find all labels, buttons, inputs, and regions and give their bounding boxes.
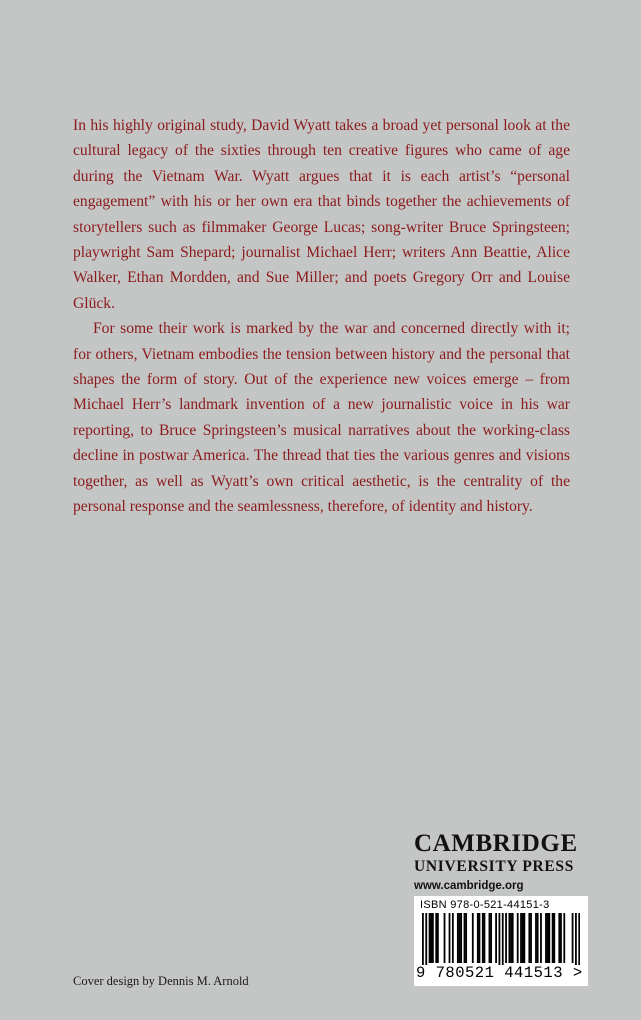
- blurb-paragraph-1: In his highly original study, David Wyatt takes a broad yet personal look at the cultural legacy of the sixties through ten creative figures who came of age during the Vietnam War. Wyatt argues that it is each artist’s “personal engagement” with his or her own era that binds together the achievements of storytellers such as filmmaker George Lucas; song-writer Bruce Springsteen; playwright Sam Shepard; journalist Michael Herr; writers Ann Beattie, Alice Walker, Ethan Mordden, and Sue Miller; and poets Gregory Orr and Louise Glück.: [73, 117, 570, 312]
- barcode-bar: [548, 913, 550, 963]
- barcode-bar: [484, 913, 486, 963]
- publisher-logo: [414, 830, 584, 895]
- barcode-bar: [522, 913, 524, 963]
- barcode-bar: [535, 913, 537, 963]
- barcode-bar: [510, 913, 512, 963]
- barcode-bar: [430, 913, 432, 963]
- barcode-bar: [437, 913, 439, 963]
- blurb-paragraph-2: For some their work is marked by the war and concerned directly with it; for others, Vietnam embodies the tension between history and the personal that shapes the form of story. Out of the experience new voices emerge – from Michael Herr’s landmark invention of a new journalistic voice in his war reporting, to Bruce Springsteen’s musical narratives about the working-class decline in postwar America. The thread that ties the various genres and visions together, as well as Wyatt’s own critical aesthetic, is the centrality of the personal response and the seamlessness, therefore, of identity and history.: [73, 320, 570, 516]
- barcode-bar: [482, 913, 484, 963]
- barcode-bar: [502, 913, 504, 965]
- back-cover-blurb: [73, 113, 570, 520]
- barcode-bar: [449, 913, 451, 963]
- barcode-number: 9 780521 441513 >: [416, 964, 583, 982]
- barcode-bar: [528, 913, 530, 963]
- barcode-bar: [563, 913, 565, 963]
- barcode-bar: [537, 913, 539, 963]
- publisher-name: CAMBRIDGE: [414, 830, 578, 857]
- barcode-bar: [460, 913, 462, 963]
- barcode-bar: [499, 913, 501, 965]
- barcode-bar: [540, 913, 542, 963]
- barcode-bar: [517, 913, 519, 963]
- barcode-bar: [545, 913, 547, 963]
- barcode-bar: [490, 913, 492, 963]
- barcode-bar: [552, 913, 554, 963]
- barcode-bar: [459, 913, 461, 963]
- barcode-bar: [553, 913, 555, 963]
- publisher-url: www.cambridge.org: [414, 880, 524, 892]
- barcode-bar: [558, 913, 560, 963]
- barcode-bar: [465, 913, 467, 963]
- barcode-bar: [457, 913, 459, 963]
- barcode-bar: [472, 913, 474, 963]
- barcode-bar: [477, 913, 479, 963]
- barcode-bar: [530, 913, 532, 963]
- isbn-label: ISBN 978-0-521-44151-3: [420, 899, 550, 911]
- barcode-bar: [489, 913, 491, 963]
- barcode-bar: [512, 913, 514, 963]
- barcode-bar: [560, 913, 562, 963]
- isbn-barcode: [414, 896, 588, 986]
- barcode-bar: [479, 913, 481, 963]
- barcode-bar: [444, 913, 446, 963]
- barcode-bars: [422, 913, 580, 965]
- barcode-bar: [422, 913, 424, 965]
- barcode-bar: [464, 913, 466, 963]
- barcode-bar: [575, 913, 577, 965]
- barcode-bar: [520, 913, 522, 963]
- cover-design-credit: Cover design by Dennis M. Arnold: [73, 974, 249, 988]
- barcode-bar: [432, 913, 434, 963]
- barcode-bar: [547, 913, 549, 963]
- barcode-bar: [523, 913, 525, 963]
- publisher-subtitle: UNIVERSITY PRESS: [414, 858, 575, 875]
- barcode-bar: [425, 913, 427, 965]
- barcode-bar: [578, 913, 580, 965]
- barcode-bar: [452, 913, 454, 963]
- barcode-bar: [572, 913, 574, 963]
- barcode-bar: [435, 913, 437, 963]
- barcode-bar: [429, 913, 431, 963]
- barcode-bar: [495, 913, 497, 963]
- barcode-bar: [505, 913, 507, 963]
- barcode-bar: [508, 913, 510, 963]
